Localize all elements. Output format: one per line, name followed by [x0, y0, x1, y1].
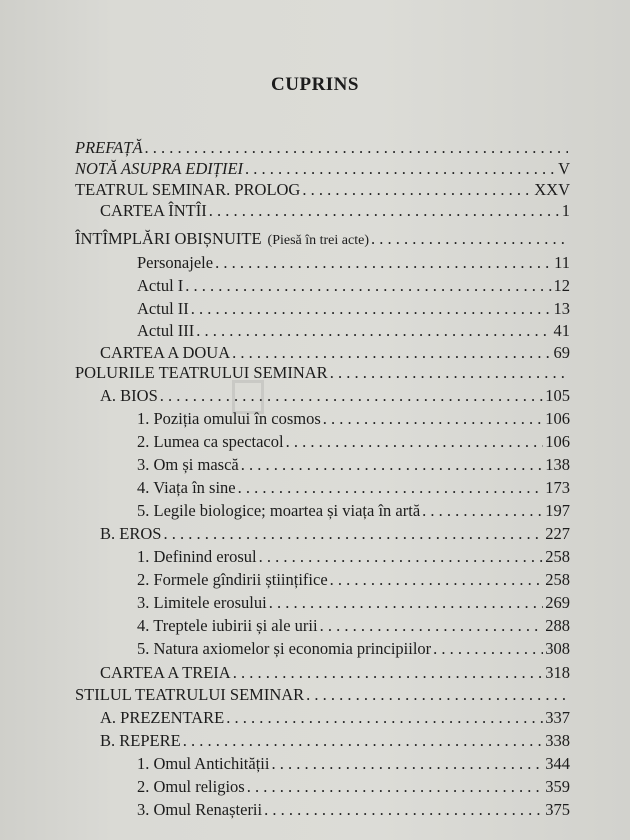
toc-entry: [137, 638, 570, 660]
toc-leader: [323, 408, 543, 430]
page-title: CUPRINS: [271, 74, 359, 95]
toc-page-number: 227: [545, 524, 570, 543]
toc-entry: [100, 707, 570, 729]
toc-entry-label: STILUL TEATRULUI SEMINAR: [75, 685, 305, 704]
toc-entry: [100, 342, 570, 364]
toc-page-number: 106: [545, 409, 570, 428]
toc-entry-label: CARTEA A TREIA: [100, 663, 231, 682]
toc-leader: [245, 158, 556, 180]
toc-leader: [185, 275, 551, 297]
toc-leader: [247, 776, 544, 798]
toc-page-number: 337: [545, 708, 570, 727]
toc-entry-label: 1. Poziția omului în cosmos: [137, 409, 321, 428]
toc-page-number: 308: [545, 639, 570, 658]
toc-leader: [241, 454, 544, 476]
toc-entry-label: 2. Lumea ca spectacol: [137, 432, 284, 451]
toc-page-number: 1: [561, 201, 570, 220]
toc-entry: [137, 252, 570, 274]
toc-entry-label: B. EROS: [100, 524, 162, 543]
toc-leader: [271, 753, 543, 775]
toc-page-number: XXV: [534, 180, 570, 199]
toc-page-number: 288: [545, 616, 570, 635]
toc-entry-label: TEATRUL SEMINAR. PROLOG: [75, 180, 301, 199]
toc-page-number: 344: [545, 754, 570, 773]
toc-entry-label: POLURILE TEATRULUI SEMINAR: [75, 363, 328, 382]
toc-entry-label: Actul I: [137, 276, 184, 295]
toc-entry: [75, 158, 570, 180]
toc-entry-label: 3. Limitele erosului: [137, 593, 267, 612]
toc-entry-label: Actul III: [137, 321, 195, 340]
toc-entry: [137, 298, 570, 320]
toc-entry: [75, 137, 570, 159]
toc-entry-label: A. BIOS: [100, 386, 158, 405]
toc-entry: [137, 454, 570, 476]
toc-entry: [137, 615, 570, 637]
toc-leader: [233, 662, 544, 684]
toc-entry-label: 3. Om și mască: [137, 455, 239, 474]
toc-page-number: 13: [553, 299, 570, 318]
toc-entry-label: NOTĂ ASUPRA EDIȚIEI: [75, 159, 244, 178]
toc-leader: [215, 252, 552, 274]
toc-leader: [286, 431, 544, 453]
toc-leader: [302, 179, 532, 201]
toc-page-number: 258: [545, 547, 570, 566]
toc-entry-label: CARTEA ÎNTÎI: [100, 201, 207, 220]
toc-leader: [330, 362, 568, 384]
toc-leader: [183, 730, 544, 752]
toc-entry: [137, 569, 570, 591]
toc-entry: [100, 523, 570, 545]
toc-leader: [320, 615, 544, 637]
toc-entry: [75, 228, 570, 250]
toc-page-number: 105: [545, 386, 570, 405]
toc-leader: [269, 592, 544, 614]
toc-page-number: 69: [553, 343, 570, 362]
toc-entry-label: 5. Legile biologice; moartea și viața în artă: [137, 501, 421, 520]
toc-page-number: 41: [553, 321, 570, 340]
toc-leader: [433, 638, 543, 660]
toc-entry: [137, 320, 570, 342]
toc-entry: [75, 362, 570, 384]
toc-entry-label: CARTEA A DOUA: [100, 343, 231, 362]
toc-entry: [137, 776, 570, 798]
toc-entry-label: 4. Viața în sine: [137, 478, 236, 497]
toc-entry: [75, 684, 570, 706]
toc-page-number: 375: [545, 800, 570, 819]
toc-leader: [232, 342, 551, 364]
toc-entry: [100, 730, 570, 752]
toc-page-number: 106: [545, 432, 570, 451]
toc-entry: [137, 799, 570, 821]
toc-entry-label: 2. Omul religios: [137, 777, 245, 796]
toc-entry: [137, 546, 570, 568]
toc-page-number: 318: [545, 663, 570, 682]
toc-leader: [259, 546, 544, 568]
toc-page-number: 258: [545, 570, 570, 589]
toc-entry-sublabel: (Piesă în trei acte): [267, 233, 369, 248]
toc-entry: [137, 500, 570, 522]
toc-entry-label: ÎNTÎMPLĂRI OBIȘNUITE: [75, 229, 262, 248]
toc-leader: [145, 137, 568, 159]
toc-leader: [226, 707, 543, 729]
toc-page-number: 138: [545, 455, 570, 474]
toc-leader: [330, 569, 544, 591]
toc-page-number: 338: [545, 731, 570, 750]
toc-leader: [371, 228, 568, 250]
toc-entry: [137, 275, 570, 297]
toc-leader: [264, 799, 543, 821]
toc-entry-label: 1. Omul Antichității: [137, 754, 270, 773]
toc-leader: [191, 298, 552, 320]
toc-leader: [306, 684, 568, 706]
toc-page-number: 197: [545, 501, 570, 520]
toc-entry: [137, 753, 570, 775]
toc-page-number: V: [558, 159, 570, 178]
toc-entry-label: Actul II: [137, 299, 189, 318]
toc-entry-label: PREFAȚĂ: [75, 138, 143, 157]
toc-entry-label: 1. Definind erosul: [137, 547, 257, 566]
toc-leader: [163, 523, 543, 545]
toc-page-number: 12: [553, 276, 570, 295]
toc-entry: [75, 179, 570, 201]
toc-entry-label: A. PREZENTARE: [100, 708, 225, 727]
toc-page-number: 173: [545, 478, 570, 497]
toc-page-number: 269: [545, 593, 570, 612]
toc-page-number: 359: [545, 777, 570, 796]
toc-entry-label: 3. Omul Renașterii: [137, 800, 263, 819]
toc-leader: [160, 385, 543, 407]
toc-leader: [209, 200, 560, 222]
toc-leader: [196, 320, 551, 342]
toc-page-number: 11: [554, 253, 570, 272]
toc-leader: [238, 477, 544, 499]
toc-entry-label: 2. Formele gîndirii științifice: [137, 570, 328, 589]
toc-entry-label: 4. Treptele iubirii și ale urii: [137, 616, 318, 635]
toc-entry-label: 5. Natura axiomelor și economia principiilor: [137, 639, 432, 658]
toc-leader: [422, 500, 543, 522]
toc-entry: [100, 385, 570, 407]
toc-entry-label: B. REPERE: [100, 731, 181, 750]
toc-entry: [137, 592, 570, 614]
toc-entry: [100, 662, 570, 684]
toc-entry: [137, 431, 570, 453]
toc-entry-label: Personajele: [137, 253, 214, 272]
toc-entry: [100, 200, 570, 222]
toc-entry: [137, 477, 570, 499]
toc-entry: [137, 408, 570, 430]
